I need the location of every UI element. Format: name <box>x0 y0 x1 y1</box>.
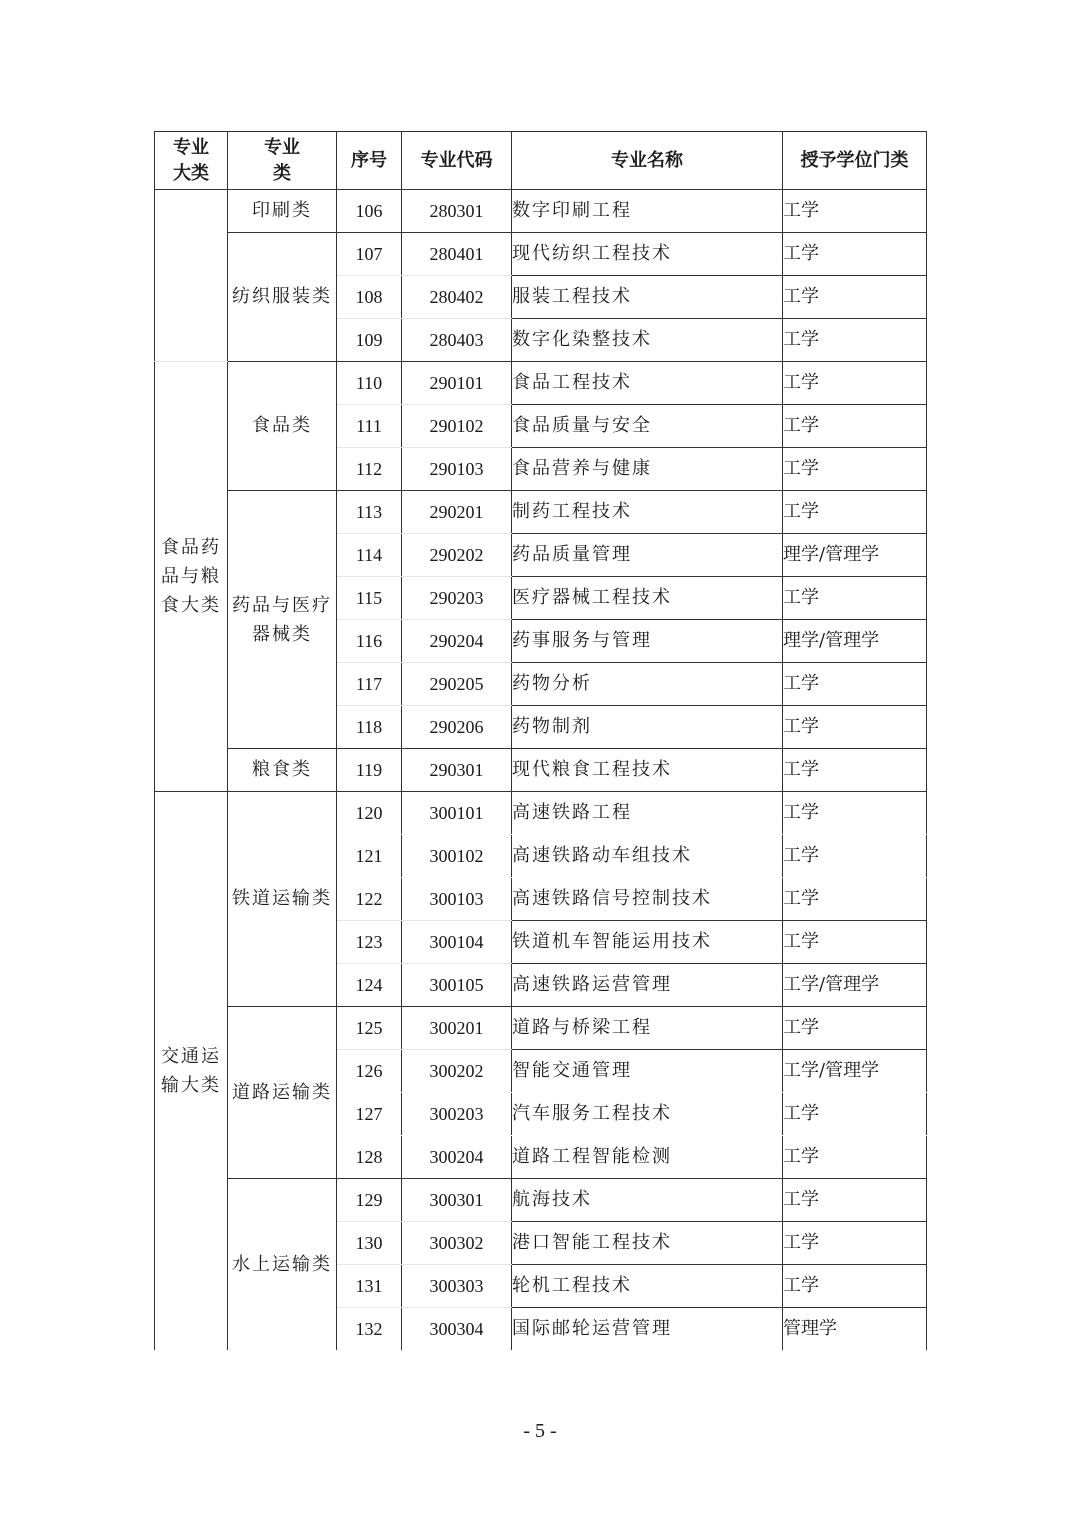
name-cell: 铁道机车智能运用技术 <box>512 921 783 964</box>
class-cell: 道路运输类 <box>228 1007 337 1179</box>
degree-cell: 工学 <box>783 663 927 706</box>
index-cell: 126 <box>337 1050 402 1093</box>
code-cell: 290203 <box>402 577 512 620</box>
name-cell: 药品质量管理 <box>512 534 783 577</box>
code-cell: 280403 <box>402 319 512 362</box>
index-cell: 125 <box>337 1007 402 1050</box>
table-row <box>155 792 927 835</box>
header-code: 专业代码 <box>402 132 512 190</box>
code-cell: 280402 <box>402 276 512 319</box>
index-cell: 113 <box>337 491 402 534</box>
index-cell: 108 <box>337 276 402 319</box>
degree-cell: 理学/管理学 <box>783 620 927 663</box>
name-cell: 道路与桥梁工程 <box>512 1007 783 1050</box>
name-cell: 高速铁路信号控制技术 <box>512 878 783 921</box>
degree-cell: 工学 <box>783 233 927 276</box>
code-cell: 280401 <box>402 233 512 276</box>
name-cell: 现代纺织工程技术 <box>512 233 783 276</box>
name-cell: 汽车服务工程技术 <box>512 1093 783 1136</box>
code-cell: 290202 <box>402 534 512 577</box>
index-cell: 111 <box>337 405 402 448</box>
index-cell: 112 <box>337 448 402 491</box>
class-cell: 水上运输类 <box>228 1179 337 1351</box>
index-cell: 110 <box>337 362 402 405</box>
name-cell: 高速铁路工程 <box>512 792 783 835</box>
code-cell: 300301 <box>402 1179 512 1222</box>
code-cell: 280301 <box>402 190 512 233</box>
name-cell: 数字化染整技术 <box>512 319 783 362</box>
index-cell: 116 <box>337 620 402 663</box>
degree-cell: 工学 <box>783 792 927 835</box>
index-cell: 122 <box>337 878 402 921</box>
name-cell: 药物制剂 <box>512 706 783 749</box>
degree-cell: 工学 <box>783 190 927 233</box>
class-cell: 铁道运输类 <box>228 792 337 1007</box>
name-cell: 服装工程技术 <box>512 276 783 319</box>
code-cell: 300101 <box>402 792 512 835</box>
index-cell: 106 <box>337 190 402 233</box>
code-cell: 290301 <box>402 749 512 792</box>
degree-cell: 工学 <box>783 448 927 491</box>
index-cell: 119 <box>337 749 402 792</box>
name-cell: 国际邮轮运营管理 <box>512 1308 783 1351</box>
degree-cell: 工学 <box>783 319 927 362</box>
code-cell: 290201 <box>402 491 512 534</box>
index-cell: 118 <box>337 706 402 749</box>
index-cell: 120 <box>337 792 402 835</box>
class-cell: 粮食类 <box>228 749 337 792</box>
degree-cell: 工学 <box>783 1007 927 1050</box>
code-cell: 290204 <box>402 620 512 663</box>
code-cell: 300304 <box>402 1308 512 1351</box>
degree-cell: 工学 <box>783 577 927 620</box>
table-row <box>155 491 927 534</box>
degree-cell: 工学 <box>783 1179 927 1222</box>
class-cell: 食品类 <box>228 362 337 491</box>
index-cell: 123 <box>337 921 402 964</box>
name-cell: 航海技术 <box>512 1179 783 1222</box>
index-cell: 124 <box>337 964 402 1007</box>
name-cell: 制药工程技术 <box>512 491 783 534</box>
code-cell: 300203 <box>402 1093 512 1136</box>
index-cell: 129 <box>337 1179 402 1222</box>
index-cell: 131 <box>337 1265 402 1308</box>
degree-cell: 理学/管理学 <box>783 534 927 577</box>
table-row <box>155 1179 927 1222</box>
code-cell: 300103 <box>402 878 512 921</box>
degree-cell: 工学 <box>783 1093 927 1136</box>
name-cell: 港口智能工程技术 <box>512 1222 783 1265</box>
name-cell: 轮机工程技术 <box>512 1265 783 1308</box>
category-cell: 交通运输大类 <box>155 792 228 1351</box>
header-major-class: 专业 类 <box>228 132 337 190</box>
degree-cell: 工学 <box>783 835 927 878</box>
code-cell: 300104 <box>402 921 512 964</box>
code-cell: 300303 <box>402 1265 512 1308</box>
index-cell: 130 <box>337 1222 402 1265</box>
index-cell: 117 <box>337 663 402 706</box>
degree-cell: 工学 <box>783 1265 927 1308</box>
name-cell: 药事服务与管理 <box>512 620 783 663</box>
degree-cell: 工学 <box>783 878 927 921</box>
header-degree: 授予学位门类 <box>783 132 927 190</box>
code-cell: 290206 <box>402 706 512 749</box>
code-cell: 290102 <box>402 405 512 448</box>
table-header-row <box>155 132 927 190</box>
code-cell: 300202 <box>402 1050 512 1093</box>
code-cell: 300302 <box>402 1222 512 1265</box>
name-cell: 药物分析 <box>512 663 783 706</box>
name-cell: 高速铁路运营管理 <box>512 964 783 1007</box>
name-cell: 现代粮食工程技术 <box>512 749 783 792</box>
degree-cell: 工学 <box>783 706 927 749</box>
name-cell: 食品营养与健康 <box>512 448 783 491</box>
degree-cell: 工学 <box>783 362 927 405</box>
category-cell: 食品药品与粮食大类 <box>155 362 228 792</box>
table-row <box>155 233 927 276</box>
index-cell: 127 <box>337 1093 402 1136</box>
index-cell: 121 <box>337 835 402 878</box>
code-cell: 290103 <box>402 448 512 491</box>
name-cell: 数字印刷工程 <box>512 190 783 233</box>
degree-cell: 工学/管理学 <box>783 964 927 1007</box>
code-cell: 290101 <box>402 362 512 405</box>
class-cell: 纺织服装类 <box>228 233 337 362</box>
degree-cell: 工学 <box>783 749 927 792</box>
degree-cell: 管理学 <box>783 1308 927 1351</box>
index-cell: 114 <box>337 534 402 577</box>
name-cell: 医疗器械工程技术 <box>512 577 783 620</box>
index-cell: 107 <box>337 233 402 276</box>
index-cell: 115 <box>337 577 402 620</box>
name-cell: 智能交通管理 <box>512 1050 783 1093</box>
table-row <box>155 190 927 233</box>
index-cell: 132 <box>337 1308 402 1351</box>
code-cell: 300102 <box>402 835 512 878</box>
header-name: 专业名称 <box>512 132 783 190</box>
name-cell: 食品工程技术 <box>512 362 783 405</box>
category-cell-blank <box>155 190 228 362</box>
degree-cell: 工学 <box>783 405 927 448</box>
index-cell: 109 <box>337 319 402 362</box>
header-major-category: 专业 大类 <box>155 132 228 190</box>
table-row <box>155 362 927 405</box>
header-index: 序号 <box>337 132 402 190</box>
code-cell: 300105 <box>402 964 512 1007</box>
code-cell: 290205 <box>402 663 512 706</box>
class-cell: 印刷类 <box>228 190 337 233</box>
degree-cell: 工学 <box>783 1222 927 1265</box>
majors-table <box>154 131 927 1350</box>
degree-cell: 工学 <box>783 276 927 319</box>
degree-cell: 工学 <box>783 1136 927 1179</box>
page-number: - 5 - <box>523 1420 557 1442</box>
name-cell: 高速铁路动车组技术 <box>512 835 783 878</box>
code-cell: 300201 <box>402 1007 512 1050</box>
name-cell: 道路工程智能检测 <box>512 1136 783 1179</box>
code-cell: 300204 <box>402 1136 512 1179</box>
degree-cell: 工学/管理学 <box>783 1050 927 1093</box>
index-cell: 128 <box>337 1136 402 1179</box>
name-cell: 食品质量与安全 <box>512 405 783 448</box>
table-row <box>155 1007 927 1050</box>
degree-cell: 工学 <box>783 921 927 964</box>
degree-cell: 工学 <box>783 491 927 534</box>
class-cell: 药品与医疗器械类 <box>228 491 337 749</box>
table-row <box>155 749 927 792</box>
